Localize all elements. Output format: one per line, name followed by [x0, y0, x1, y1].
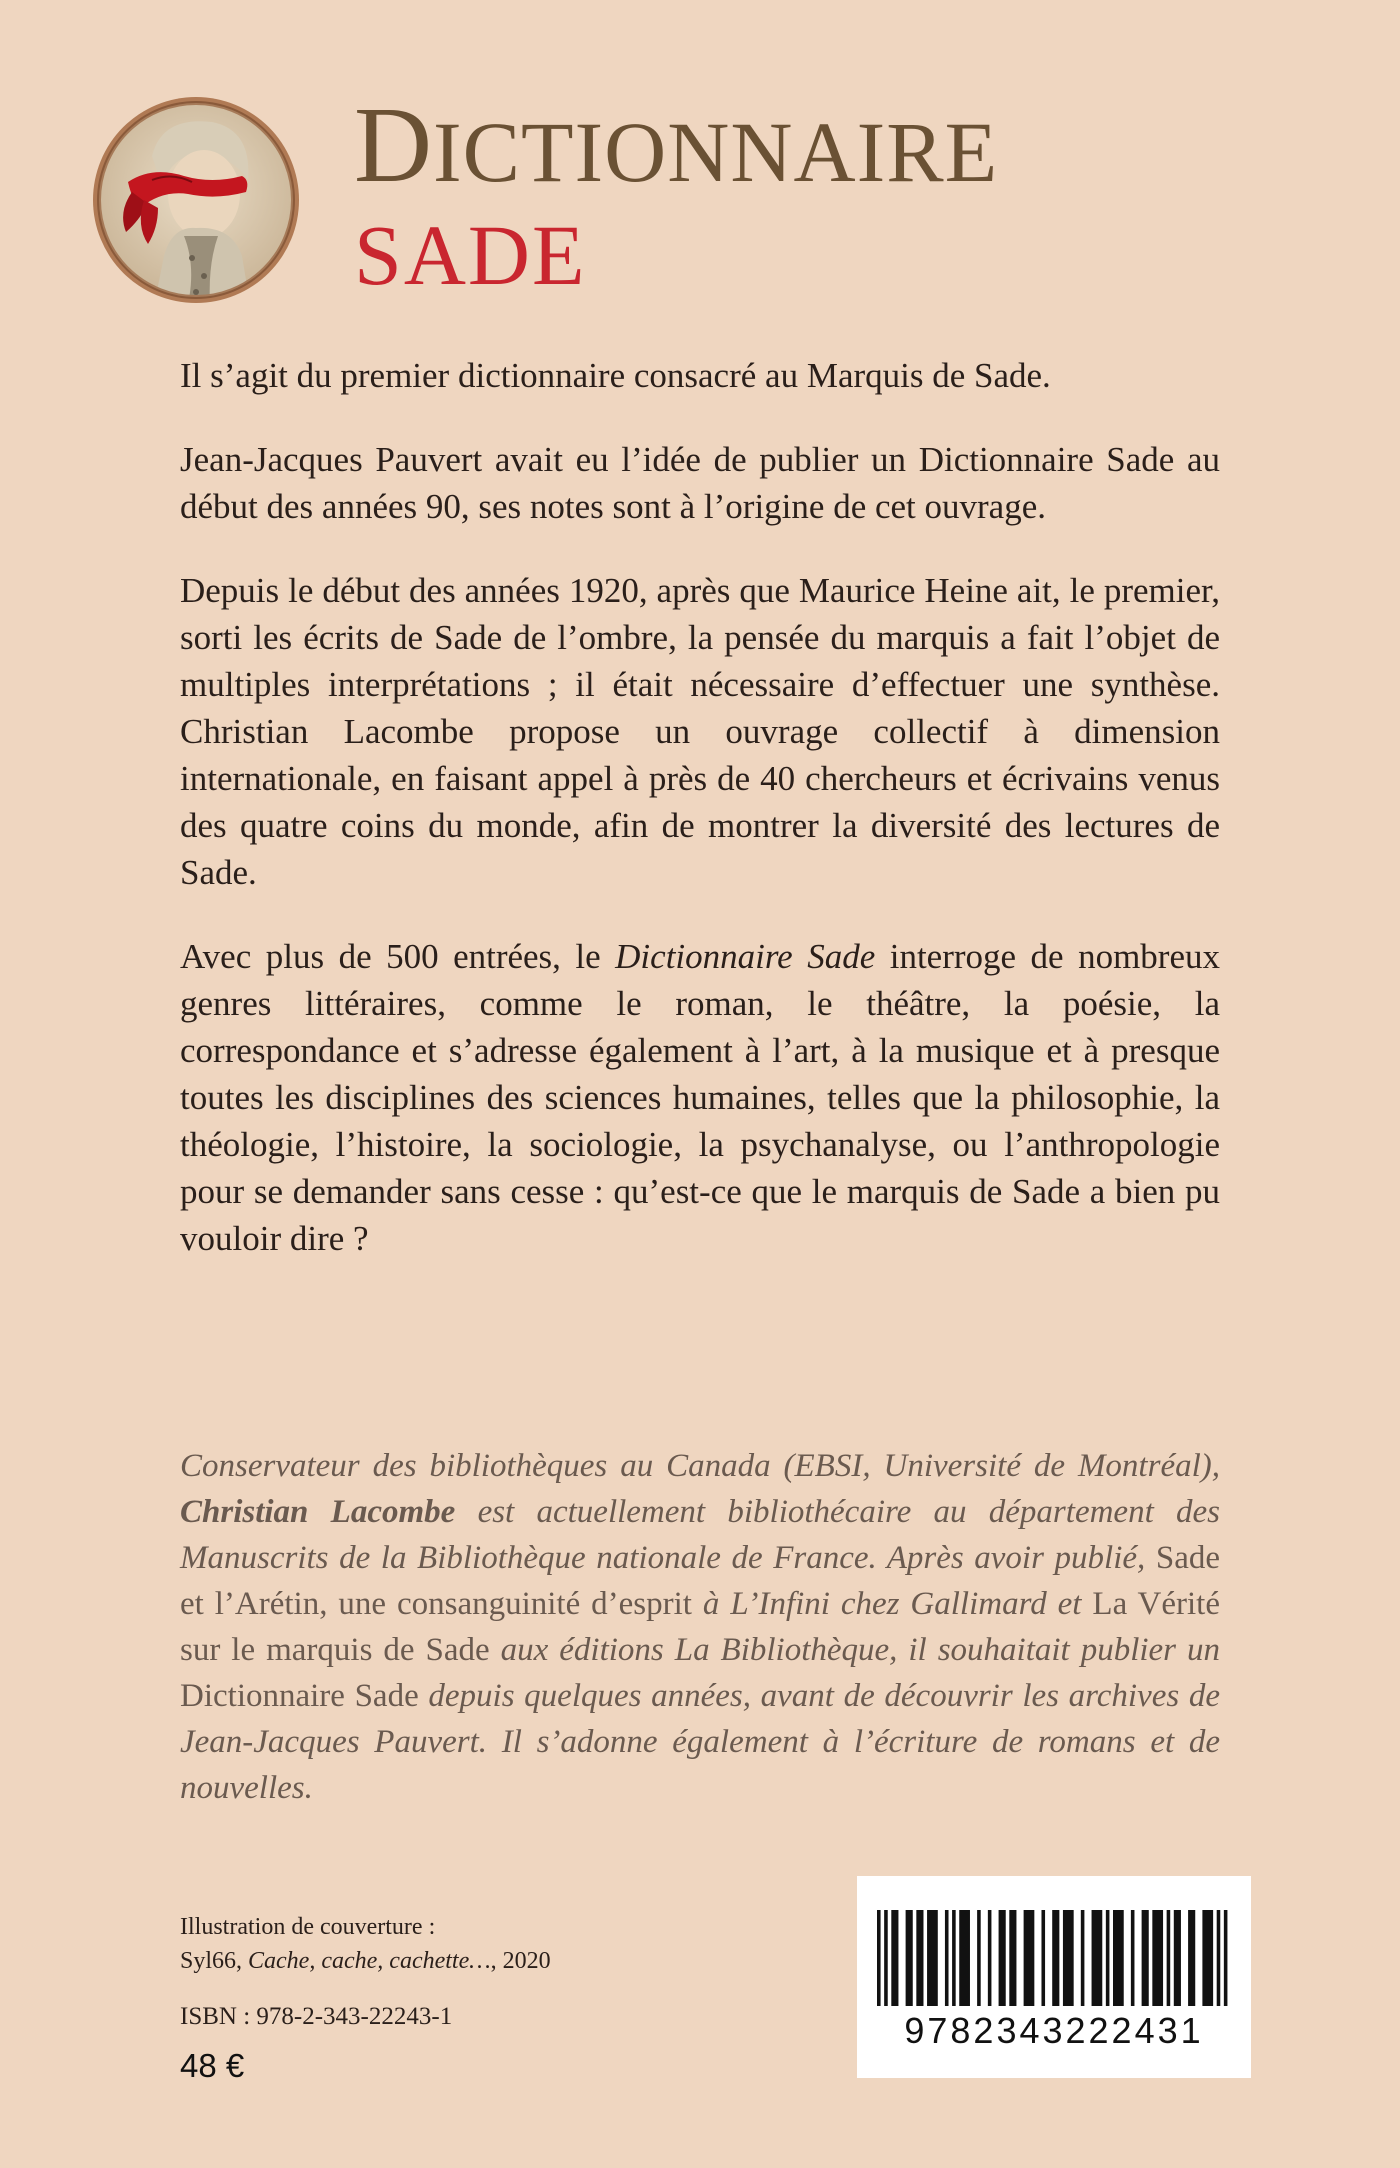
barcode-bar	[1041, 1910, 1045, 2006]
illustration-credit: Illustration de couverture : Syl66, Cache, cache, cachette…, 2020	[180, 1914, 551, 1974]
barcode-bar	[952, 1910, 956, 2006]
book-summary	[180, 352, 1220, 1299]
isbn: ISBN : 978-2-343-22243-1	[180, 2003, 453, 2030]
barcode-bar	[999, 1910, 1006, 2006]
barcode-bar	[1092, 1910, 1103, 2006]
author-name: Christian Lacombe	[180, 1494, 456, 1530]
barcode-bar	[1113, 1910, 1124, 2006]
price: 48 €	[180, 2047, 245, 2084]
barcode-bar	[1152, 1910, 1163, 2006]
barcode-bar	[916, 1910, 923, 2006]
barcode-bar	[977, 1910, 981, 2006]
barcode-bar	[1063, 1910, 1074, 2006]
barcode-bar	[988, 1910, 992, 2006]
cover-illustration-medallion	[92, 96, 300, 304]
barcode-bar	[1142, 1910, 1149, 2006]
barcode-bar	[877, 1910, 881, 2006]
summary-paragraph-2: Jean-Jacques Pauvert avait eu l’idée de publier un Dictionnaire Sade au début des années 90, ses notes sont à l’origine de cet ouvrage.	[180, 440, 1220, 526]
barcode	[857, 1876, 1251, 2078]
barcode-bar	[1052, 1910, 1059, 2006]
barcode-bar	[959, 1910, 970, 2006]
barcode-number: 9782343222431	[904, 2010, 1204, 2051]
summary-paragraph-1: Il s’agit du premier dictionnaire consacré au Marquis de Sade.	[180, 356, 1051, 395]
summary-paragraph-4: Avec plus de 500 entrées, le Dictionnaire Sade interroge de nombreux genres littéraires, comme le roman, le théâtre, la poésie, la correspondance et s’adresse également à l’art, à la musique et à presque toutes les disciplines des sciences humaines, telles que la philosophie, la théologie, l’histoire, la sociologie, la psychanalyse, ou l’anthropologie pour se demander sans cesse : qu’est-ce que le marquis de Sade a bien pu vouloir dire ?	[180, 937, 1220, 1258]
barcode-bar	[1009, 1910, 1016, 2006]
barcode-bar	[1224, 1910, 1228, 2006]
barcode-bar	[1174, 1910, 1181, 2006]
barcode-bar	[1081, 1910, 1085, 2006]
barcode-bar	[1167, 1910, 1171, 2006]
barcode-bar	[884, 1910, 888, 2006]
barcode-bar	[906, 1910, 913, 2006]
barcode-bar	[1131, 1910, 1135, 2006]
barcode-bar	[1202, 1910, 1213, 2006]
summary-paragraph-3: Depuis le début des années 1920, après que Maurice Heine ait, le premier, sorti les écrits de Sade de l’ombre, la pensée du marquis a fait l’objet de multiples interprétations ; il était nécessaire d’effectuer une synthèse. Christian Lacombe propose un ouvrage collectif à dimension internationale, en faisant appel à près de 40 chercheurs et écrivains venus des quatre coins du monde, afin de montrer la diversité des lectures de Sade.	[180, 571, 1220, 892]
barcode-bar	[1106, 1910, 1110, 2006]
title-sade: SADE	[354, 207, 587, 303]
book-title	[354, 86, 1254, 303]
barcode-bars	[877, 1910, 1231, 2006]
barcode-bar	[945, 1910, 949, 2006]
title-dictionnaire: DICTIONNAIRE	[354, 86, 999, 205]
barcode-bar	[1217, 1910, 1221, 2006]
barcode-bar	[1188, 1910, 1195, 2006]
barcode-bar	[927, 1910, 938, 2006]
barcode-bar	[1024, 1910, 1035, 2006]
barcode-bar	[891, 1910, 898, 2006]
author-bio: Conservateur des bibliothèques au Canada (EBSI, Université de Montréal), Christian Lacombe est actuellement bibliothécaire au département des Manuscrits de la Bibliothèque nationale de France. Après avoir publié, Sade et l’Arétin, une consanguinité d’esprit à L’Infini chez Gallimard et La Vérité sur le marquis de Sade aux éditions La Bibliothèque, il souhaitait publier un Dictionnaire Sade depuis quelques années, avant de découvrir les archives de Jean-Jacques Pauvert. Il s’adonne également à l’écriture de romans et de nouvelles.	[180, 1448, 1220, 1806]
